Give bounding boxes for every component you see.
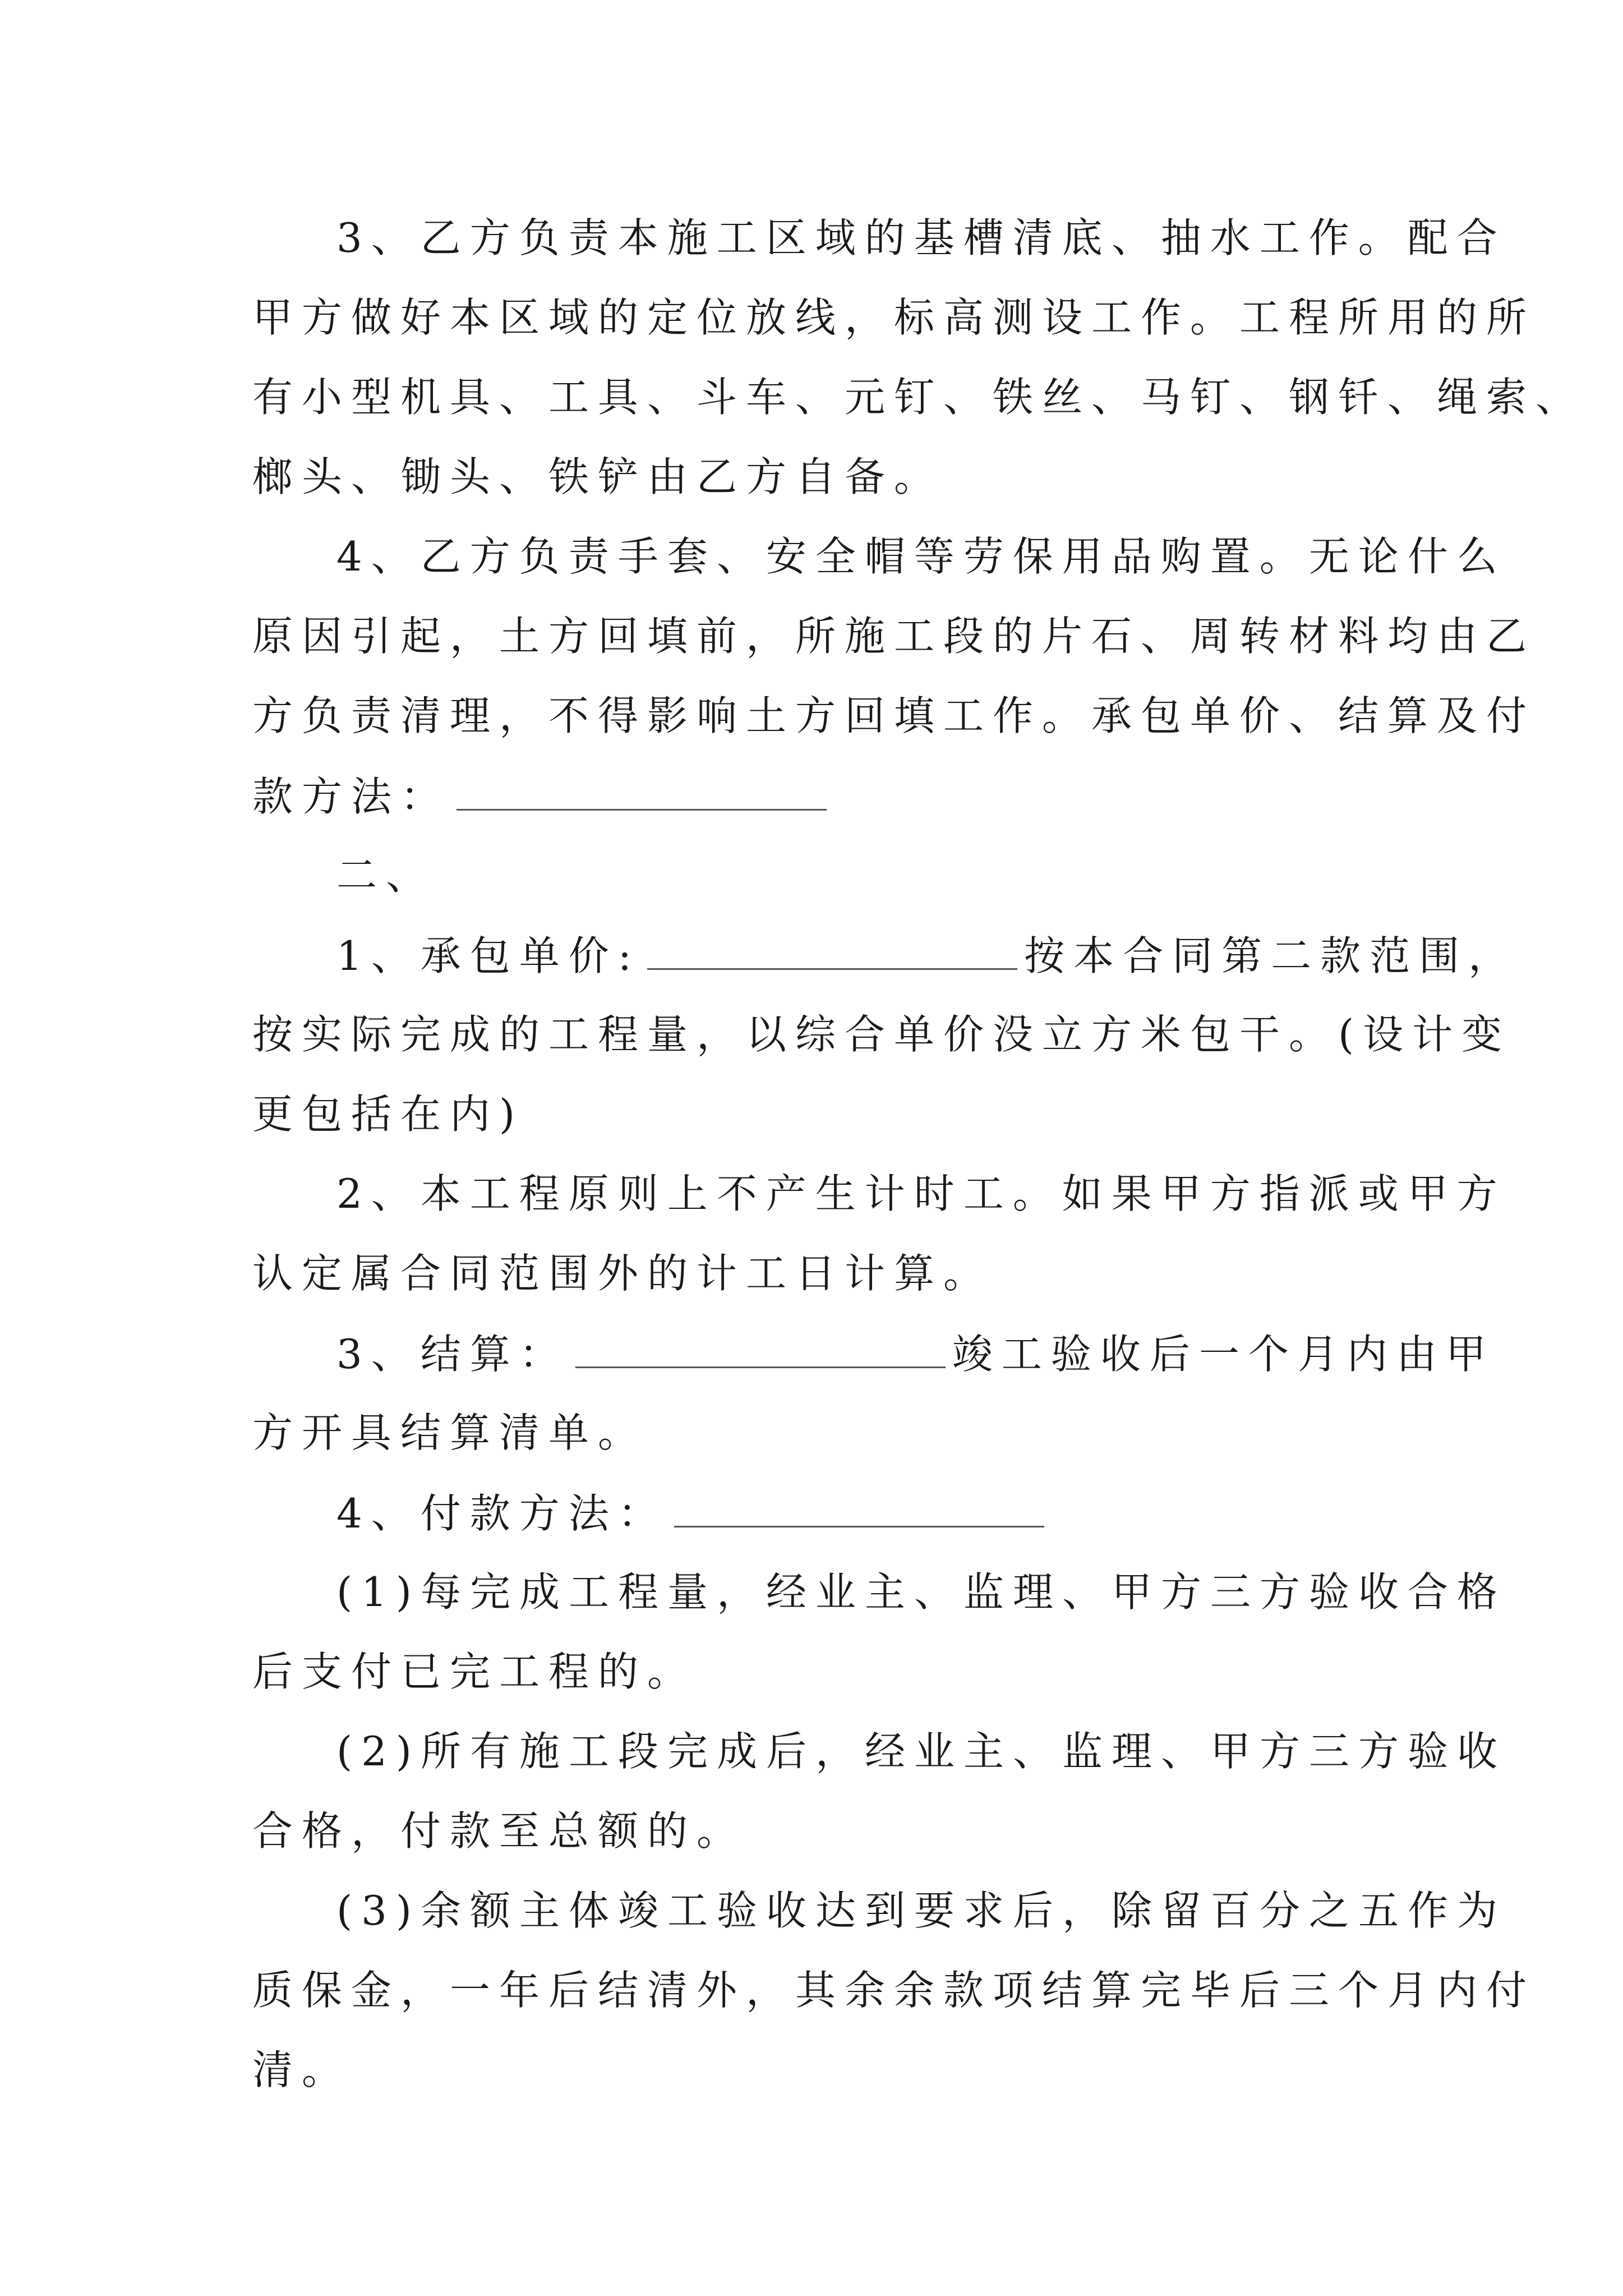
- fill-in-blank: [575, 1333, 946, 1368]
- fill-in-blank: [457, 775, 827, 811]
- paragraph-line: 甲方做好本区域的定位放线，标高测设工作。工程所用的所: [252, 294, 1536, 341]
- paragraph-line: 方负责清理，不得影响土方回填工作。承包单价、结算及付: [252, 692, 1536, 739]
- paragraph-line: 按实际完成的工程量，以综合单价没立方米包干。(设计变: [252, 1011, 1511, 1058]
- paragraph-line: (3)余额主体竣工验收达到要求后，除留百分之五作为: [336, 1887, 1506, 1934]
- fill-in-blank: [647, 935, 1017, 970]
- paragraph-line: 4、乙方负责手套、安全帽等劳保用品购置。无论什么: [336, 533, 1506, 580]
- label-text: 3、结算：: [336, 1331, 569, 1378]
- paragraph-line: 榔头、锄头、铁铲由乙方自备。: [252, 453, 944, 500]
- paragraph-line: 质保金，一年后结清外，其余余款项结算完毕后三个月内付: [252, 1967, 1536, 2014]
- label-text: 竣工验收后一个月内由甲: [952, 1331, 1495, 1378]
- paragraph-line: 清。: [252, 2046, 352, 2093]
- fill-in-blank: [674, 1492, 1044, 1527]
- paragraph-line: 方开具结算清单。: [252, 1409, 648, 1456]
- paragraph-line: [336, 932, 1518, 979]
- paragraph-line: [252, 775, 1430, 820]
- paragraph-line: (2)所有施工段完成后，经业主、监理、甲方三方验收: [336, 1728, 1506, 1775]
- paragraph-line: [336, 1333, 1514, 1378]
- paragraph-line: 3、乙方负责本施工区域的基槽清底、抽水工作。配合: [336, 214, 1506, 261]
- paragraph-line: [336, 1492, 1514, 1537]
- paragraph-line: 后支付已完工程的。: [252, 1648, 697, 1695]
- label-text: 1、承包单价:: [336, 932, 641, 979]
- label-text: 按本合同第二款范围，: [1024, 932, 1518, 979]
- paragraph-line: (1)每完成工程量，经业主、监理、甲方三方验收合格: [336, 1568, 1506, 1616]
- paragraph-line: 原因引起，土方回填前，所施工段的片石、周转材料均由乙: [252, 613, 1536, 660]
- paragraph-line: 2、本工程原则上不产生计时工。如果甲方指派或甲方: [336, 1170, 1506, 1217]
- paragraph-line: 有小型机具、工具、斗车、元钉、铁丝、马钉、钢钎、绳索、: [252, 374, 1585, 421]
- paragraph-line: 合格，付款至总额的。: [252, 1807, 746, 1855]
- section-heading: 二、: [336, 852, 436, 899]
- label-text: 款方法：: [252, 773, 450, 820]
- paragraph-line: 更包括在内): [252, 1091, 524, 1138]
- label-text: 4、付款方法：: [336, 1490, 667, 1537]
- paragraph-line: 认定属合同范围外的计工日计算。: [252, 1250, 993, 1297]
